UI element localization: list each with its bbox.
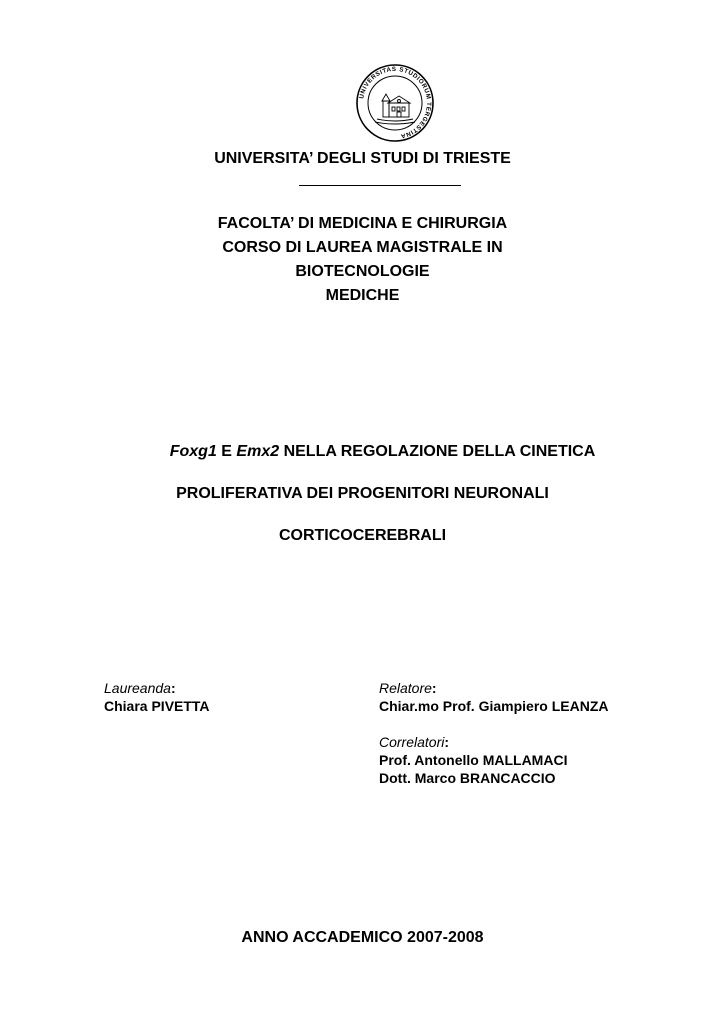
title-divider bbox=[299, 185, 461, 186]
student-role-label: Laureanda bbox=[104, 680, 171, 696]
advisor-role-label: Relatore bbox=[379, 680, 432, 696]
university-name: UNIVERSITA’ DEGLI STUDI DI TRIESTE bbox=[214, 150, 511, 167]
student-block bbox=[104, 679, 210, 715]
title-connector: E bbox=[216, 443, 237, 460]
student-role-colon: : bbox=[170, 680, 176, 696]
seal-ring-text: UNIVERSITAS STUDIORUM TERGESTINA bbox=[358, 65, 433, 140]
course-line: BIOTECNOLOGIE bbox=[295, 263, 430, 280]
coadvisors-block bbox=[379, 733, 567, 787]
course-line: MEDICHE bbox=[325, 287, 400, 304]
advisor-name: Chiar.mo Prof. Giampiero LEANZA bbox=[379, 698, 609, 714]
advisor-block bbox=[379, 679, 608, 715]
seal-graphic bbox=[355, 63, 435, 143]
coadvisors-role-colon: : bbox=[444, 734, 450, 750]
coadvisors-role-label: Correlatori bbox=[379, 734, 445, 750]
thesis-title-line-3: CORTICOCEREBRALI bbox=[278, 527, 447, 544]
thesis-title-line-2: PROLIFERATIVA DEI PROGENITORI NEURONALI bbox=[176, 485, 549, 502]
thesis-title-line-1 bbox=[20, 443, 725, 461]
coadvisor-name: Prof. Antonello MALLAMACI bbox=[379, 752, 568, 768]
advisor-role-colon: : bbox=[431, 680, 437, 696]
coadvisor-name: Dott. Marco BRANCACCIO bbox=[379, 770, 556, 786]
academic-year: ANNO ACCADEMICO 2007-2008 bbox=[241, 929, 484, 946]
course-line: CORSO DI LAUREA MAGISTRALE IN bbox=[222, 239, 503, 256]
student-name: Chiara PIVETTA bbox=[104, 698, 210, 714]
gene-name-emx2: Emx2 bbox=[236, 443, 280, 460]
faculty-block bbox=[0, 212, 725, 308]
gene-name-foxg1: Foxg1 bbox=[169, 443, 217, 460]
title-rest: NELLA REGOLAZIONE DELLA CINETICA bbox=[279, 443, 596, 460]
faculty-line: FACOLTA’ DI MEDICINA E CHIRURGIA bbox=[217, 215, 508, 232]
university-seal-icon bbox=[355, 63, 435, 143]
